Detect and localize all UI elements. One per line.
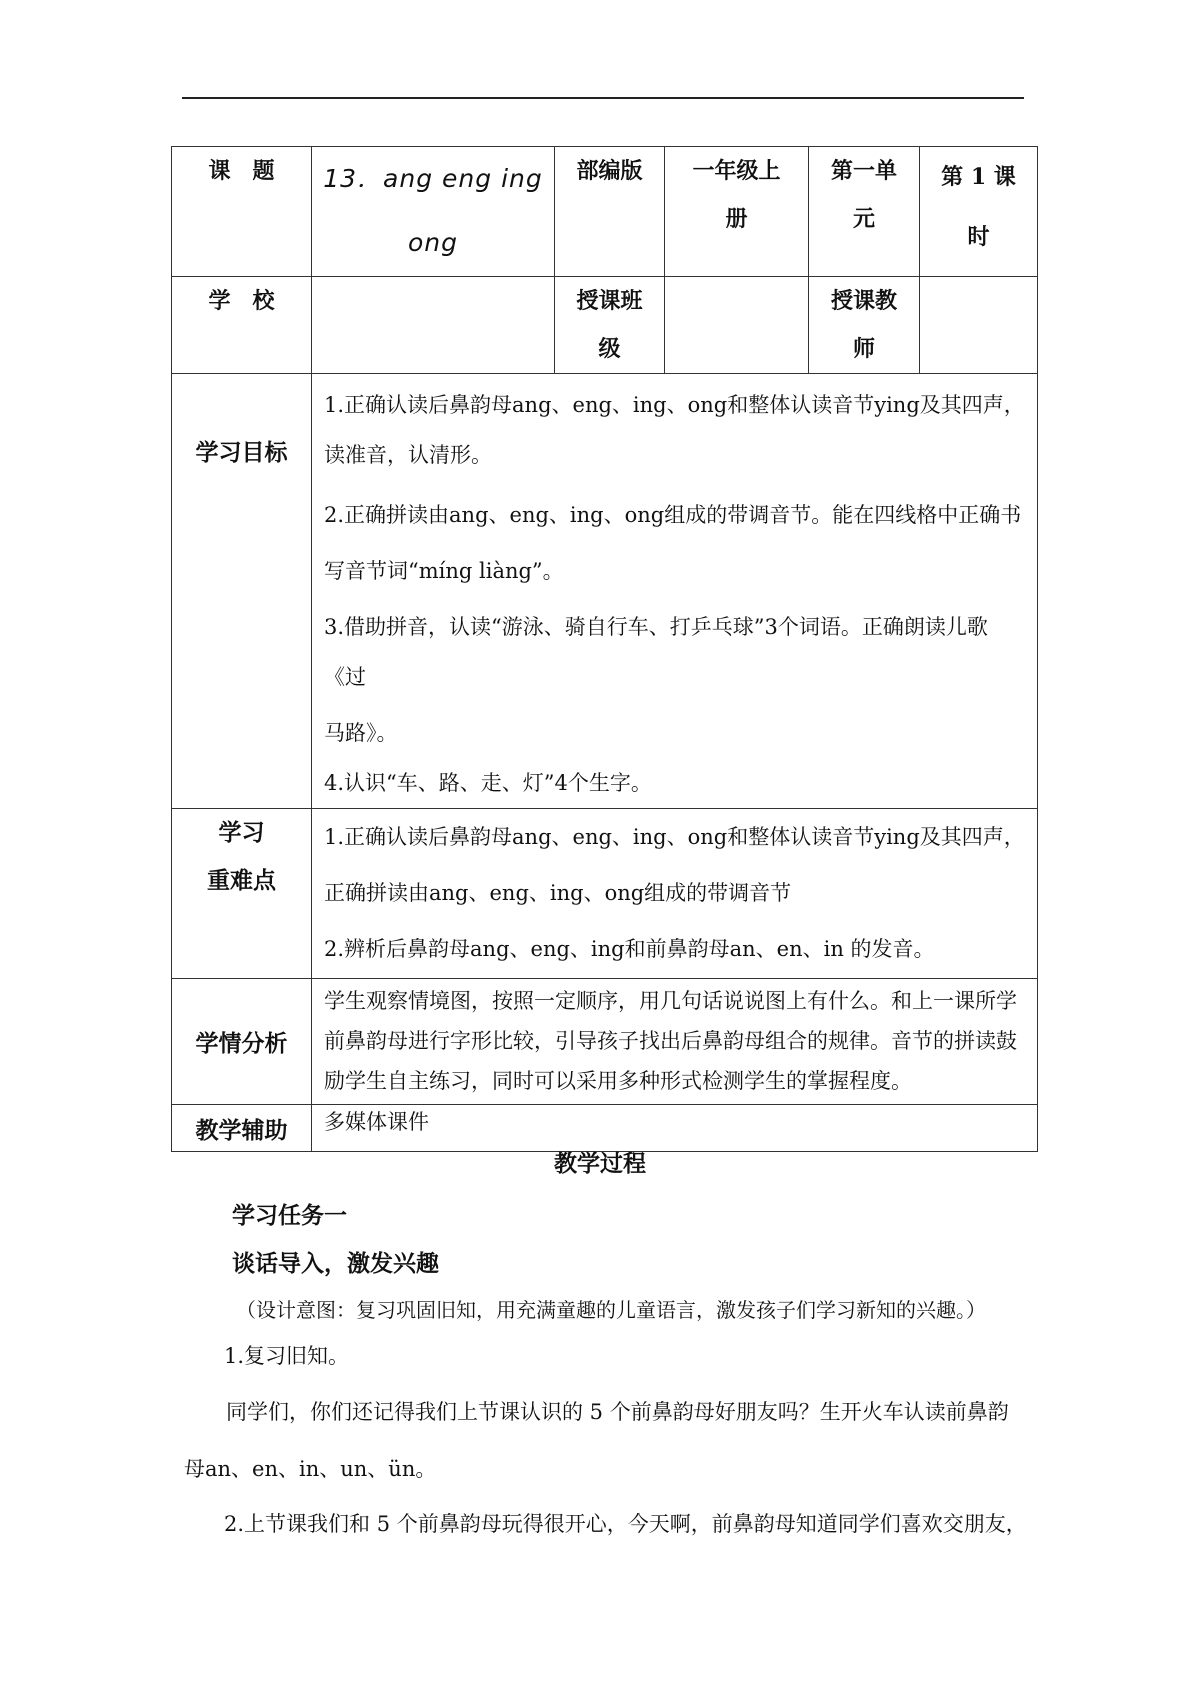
grade-cell — [665, 147, 809, 277]
school-label: 学 校 — [208, 288, 275, 314]
step-2: 2.上节课我们和 5 个前鼻韵母玩得很开心，今天啊，前鼻韵母知道同学们喜欢交朋友， — [224, 1512, 1027, 1536]
aids-value: 多媒体课件 — [324, 1110, 429, 1134]
lesson-plan-table — [171, 146, 1038, 1152]
goals-line: 4.认识“车、路、走、灯”4个生字。 — [324, 771, 652, 795]
table-row-school — [172, 277, 1038, 374]
teacher-value-cell — [920, 277, 1038, 374]
keypoints-line: 2.辨析后鼻韵母ang、eng、ing和前鼻韵母an、en、in 的发音。 — [324, 937, 935, 961]
keypoints-content-cell — [312, 809, 1038, 979]
grade-line2: 册 — [725, 206, 748, 232]
unit-line1: 第一单 — [830, 158, 897, 184]
goals-content-cell — [312, 374, 1038, 809]
class-label-line2: 级 — [598, 336, 621, 362]
header-rule — [182, 97, 1024, 99]
class-value-cell — [665, 277, 809, 374]
edition-label: 部编版 — [576, 158, 643, 184]
step-1: 1.复习旧知。 — [224, 1344, 350, 1368]
goals-label: 学习目标 — [195, 439, 288, 466]
paragraph-1-line1: 同学们，你们还记得我们上节课认识的 5 个前鼻韵母好朋友吗？生开火车认读前鼻韵 — [226, 1400, 1009, 1424]
process-title: 教学过程 — [554, 1150, 646, 1177]
goals-line: 3.借助拼音，认读“游泳、骑自行车、打乒乓球”3个词语。正确朗读儿歌《过 — [324, 615, 988, 689]
topic-title-cell — [312, 147, 555, 277]
analysis-label-cell — [172, 979, 312, 1105]
design-intent: （设计意图：复习巩固旧知，用充满童趣的儿童语言，激发孩子们学习新知的兴趣。） — [236, 1298, 986, 1322]
topic-label-cell — [172, 147, 312, 277]
goals-line: 写音节词“míng liàng”。 — [324, 559, 564, 583]
topic-label: 课 题 — [208, 158, 275, 184]
goals-line: 马路》。 — [324, 721, 398, 745]
analysis-content-cell — [312, 979, 1038, 1105]
keypoints-label-cell — [172, 809, 312, 979]
goals-line: 读准音，认清形。 — [324, 443, 492, 467]
aids-label: 教学辅助 — [195, 1116, 288, 1144]
task-heading: 学习任务一 — [232, 1202, 347, 1229]
edition-cell — [555, 147, 665, 277]
goals-label-cell — [172, 374, 312, 809]
school-label-cell — [172, 277, 312, 374]
table-row-topic — [172, 147, 1038, 277]
table-row-goals — [172, 374, 1038, 809]
keypoints-label-line2: 重难点 — [207, 867, 276, 894]
table-row-keypoints — [172, 809, 1038, 979]
teacher-label-line2: 师 — [852, 336, 875, 362]
lesson-cell — [920, 147, 1038, 277]
paragraph-1-line2: 母an、en、in、un、ün。 — [184, 1457, 437, 1481]
keypoints-label-line1: 学习 — [218, 819, 265, 846]
unit-line2: 元 — [852, 206, 875, 232]
grade-line1: 一年级上 — [692, 158, 781, 184]
lesson-line1: 第 1 课 — [941, 164, 1016, 190]
task-subtitle: 谈话导入，激发兴趣 — [232, 1250, 439, 1277]
topic-title-line2: ong — [407, 228, 458, 257]
unit-cell — [809, 147, 920, 277]
teacher-label-line1: 授课教 — [830, 288, 897, 314]
table-row-analysis — [172, 979, 1038, 1105]
keypoints-line: 正确拼读由ang、eng、ing、ong组成的带调音节 — [324, 881, 792, 905]
teacher-label-cell — [809, 277, 920, 374]
goals-line: 1.正确认读后鼻韵母ang、eng、ing、ong和整体认读音节ying及其四声， — [324, 393, 1025, 417]
analysis-line: 前鼻韵母进行字形比较，引导孩子找出后鼻韵母组合的规律。音节的拼读鼓 — [324, 1029, 1017, 1053]
topic-title-line1: 13．ang eng ing — [323, 164, 543, 193]
class-label-line1: 授课班 — [576, 288, 643, 314]
analysis-label: 学情分析 — [195, 1030, 288, 1057]
class-label-cell — [555, 277, 665, 374]
analysis-line: 学生观察情境图，按照一定顺序，用几句话说说图上有什么。和上一课所学 — [324, 989, 1017, 1013]
goals-line: 2.正确拼读由ang、eng、ing、ong组成的带调音节。能在四线格中正确书 — [324, 503, 1022, 527]
analysis-line: 励学生自主练习，同时可以采用多种形式检测学生的掌握程度。 — [324, 1069, 912, 1093]
lesson-line2: 时 — [967, 224, 990, 250]
keypoints-line: 1.正确认读后鼻韵母ang、eng、ing、ong和整体认读音节ying及其四声， — [324, 825, 1025, 849]
school-value-cell — [312, 277, 555, 374]
